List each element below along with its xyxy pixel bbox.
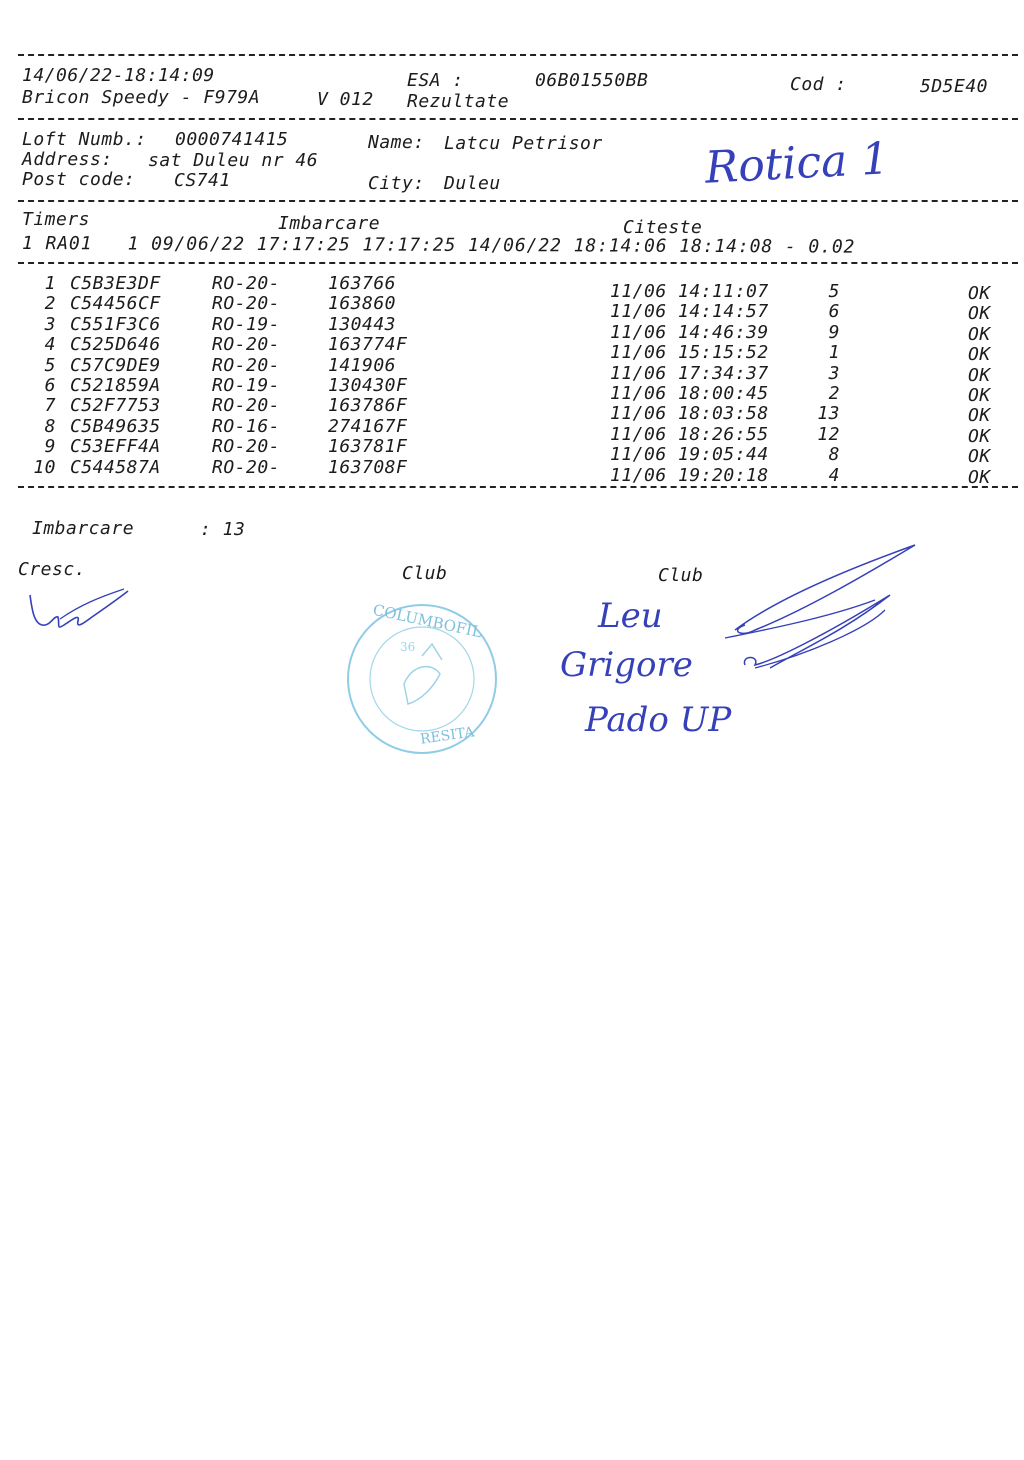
status: OK — [968, 344, 991, 366]
arrival-time: 11/06 14:14:57 — [610, 301, 769, 323]
city-value: Duleu — [444, 173, 501, 194]
row-number: 7 — [44, 395, 56, 417]
ring-number: 163781F — [328, 436, 408, 458]
arrival-time: 11/06 18:26:55 — [610, 423, 769, 445]
ring-number: 163766 — [328, 273, 397, 294]
handwritten-name-2: Grigore — [560, 645, 693, 685]
chip-id: C57C9DE9 — [70, 354, 161, 376]
club-label-1: Club — [402, 563, 448, 584]
city-label: City: — [368, 173, 425, 194]
breeder-signature-icon — [20, 575, 140, 645]
arrival-time: 11/06 14:46:39 — [610, 321, 769, 343]
row-number: 3 — [44, 313, 56, 335]
ring-prefix: RO-19- — [212, 375, 281, 396]
stamp-text-bottom: RESITA — [419, 724, 476, 748]
ring-number: 130430F — [328, 375, 408, 396]
club-label-2: Club — [658, 565, 704, 586]
position: 5 — [828, 281, 840, 302]
status: OK — [968, 425, 991, 447]
address-label: Address: — [22, 149, 113, 170]
summary-imbarcare-value: : 13 — [200, 519, 246, 540]
separator-top — [18, 54, 1018, 56]
handwritten-name-3: Pado UP — [585, 700, 732, 740]
arrival-time: 11/06 19:20:18 — [610, 464, 769, 486]
cresc-label: Cresc. — [18, 559, 87, 580]
stamp-number: 36 — [400, 640, 416, 654]
postcode-label: Post code: — [22, 169, 136, 190]
arrival-time: 11/06 18:03:58 — [610, 403, 769, 425]
ring-prefix: RO-19- — [212, 313, 281, 335]
arrival-time: 11/06 18:00:45 — [610, 383, 769, 404]
separator-timers — [18, 262, 1018, 264]
table-row — [0, 456, 1024, 488]
chip-id: C53EFF4A — [70, 436, 161, 458]
position: 12 — [817, 423, 840, 445]
status: OK — [968, 364, 991, 386]
chip-id: C52F7753 — [70, 395, 161, 417]
chip-id: C5B49635 — [70, 415, 161, 437]
stamp-text-top: COLUMBOFIL — [371, 600, 484, 642]
ring-prefix: RO-20- — [212, 293, 281, 315]
name-value: Latcu Petrisor — [444, 133, 603, 154]
position: 6 — [828, 301, 840, 323]
row-number: 8 — [44, 415, 56, 437]
ring-prefix: RO-20- — [212, 334, 281, 356]
position: 9 — [828, 321, 840, 343]
row-number: 1 — [44, 273, 56, 294]
timer-line: 1 RA01 1 09/06/22 17:17:25 17:17:25 14/06/22 18:14:06 18:14:08 - 0.02 — [21, 233, 856, 258]
status: OK — [968, 303, 991, 325]
citeste-label: Citeste — [623, 217, 703, 238]
position: 4 — [828, 464, 840, 486]
handwritten-name-1: Leu — [598, 596, 663, 636]
header-device: Bricon Speedy - F979A — [22, 87, 261, 108]
loft-number-label: Loft Numb.: — [22, 129, 147, 150]
ring-prefix: RO-20- — [212, 456, 281, 478]
status: OK — [968, 446, 991, 468]
arrival-time: 11/06 14:11:07 — [610, 281, 769, 302]
chip-id: C54456CF — [70, 293, 161, 315]
ring-number: 163786F — [328, 395, 408, 417]
header-esa-value: 06B01550BB — [535, 70, 649, 91]
postcode-value: CS741 — [174, 170, 231, 191]
separator-results — [18, 486, 1018, 488]
position: 2 — [828, 383, 840, 404]
position: 13 — [817, 403, 840, 425]
ring-number: 163860 — [328, 293, 397, 315]
header-datetime: 14/06/22-18:14:09 — [22, 65, 215, 86]
header-cod-label: Cod : — [790, 74, 847, 95]
arrival-time: 11/06 19:05:44 — [610, 444, 769, 466]
name-label: Name: — [368, 132, 425, 153]
chip-id: C544587A — [70, 456, 161, 478]
position: 3 — [828, 362, 840, 384]
chip-id: C525D646 — [70, 334, 161, 356]
row-number: 5 — [44, 354, 56, 376]
ring-number: 274167F — [328, 415, 408, 437]
position: 1 — [828, 342, 840, 364]
club-signatures-icon — [715, 530, 975, 730]
chip-id: C5B3E3DF — [70, 273, 161, 294]
arrival-time: 11/06 15:15:52 — [610, 342, 769, 364]
imbarcare-header-label: Imbarcare — [278, 213, 381, 234]
row-number: 2 — [44, 293, 56, 315]
ring-prefix: RO-20- — [212, 395, 281, 417]
header-report-type: Rezultate — [407, 91, 510, 112]
status: OK — [968, 466, 991, 488]
arrival-time: 11/06 17:34:37 — [610, 362, 769, 384]
header-version: V 012 — [317, 89, 374, 110]
summary-imbarcare-label: Imbarcare — [32, 518, 135, 539]
ring-prefix: RO-20- — [212, 354, 281, 376]
row-number: 9 — [44, 436, 56, 458]
header-esa-label: ESA : — [407, 70, 464, 91]
timers-label: Timers — [22, 209, 91, 230]
ring-number: 141906 — [328, 354, 397, 376]
ring-number: 163774F — [328, 334, 408, 356]
ring-prefix: RO-16- — [212, 415, 281, 437]
separator-header — [18, 118, 1018, 120]
ring-number: 163708F — [328, 456, 408, 478]
row-number: 4 — [44, 334, 56, 356]
ring-number: 130443 — [328, 313, 397, 335]
chip-id: C521859A — [70, 375, 161, 396]
status: OK — [968, 385, 991, 406]
ring-prefix: RO-20- — [212, 273, 281, 294]
status: OK — [968, 283, 991, 304]
status: OK — [968, 405, 991, 427]
ring-prefix: RO-20- — [212, 436, 281, 458]
row-number: 10 — [33, 456, 56, 478]
status: OK — [968, 323, 991, 345]
handwritten-note: Rotica 1 — [703, 133, 891, 194]
loft-number-value: 0000741415 — [175, 129, 289, 150]
chip-id: C551F3C6 — [70, 313, 161, 335]
position: 8 — [828, 444, 840, 466]
separator-owner — [18, 200, 1018, 202]
row-number: 6 — [44, 375, 56, 396]
header-cod-value: 5D5E40 — [920, 76, 989, 97]
address-value: sat Duleu nr 46 — [148, 150, 319, 171]
